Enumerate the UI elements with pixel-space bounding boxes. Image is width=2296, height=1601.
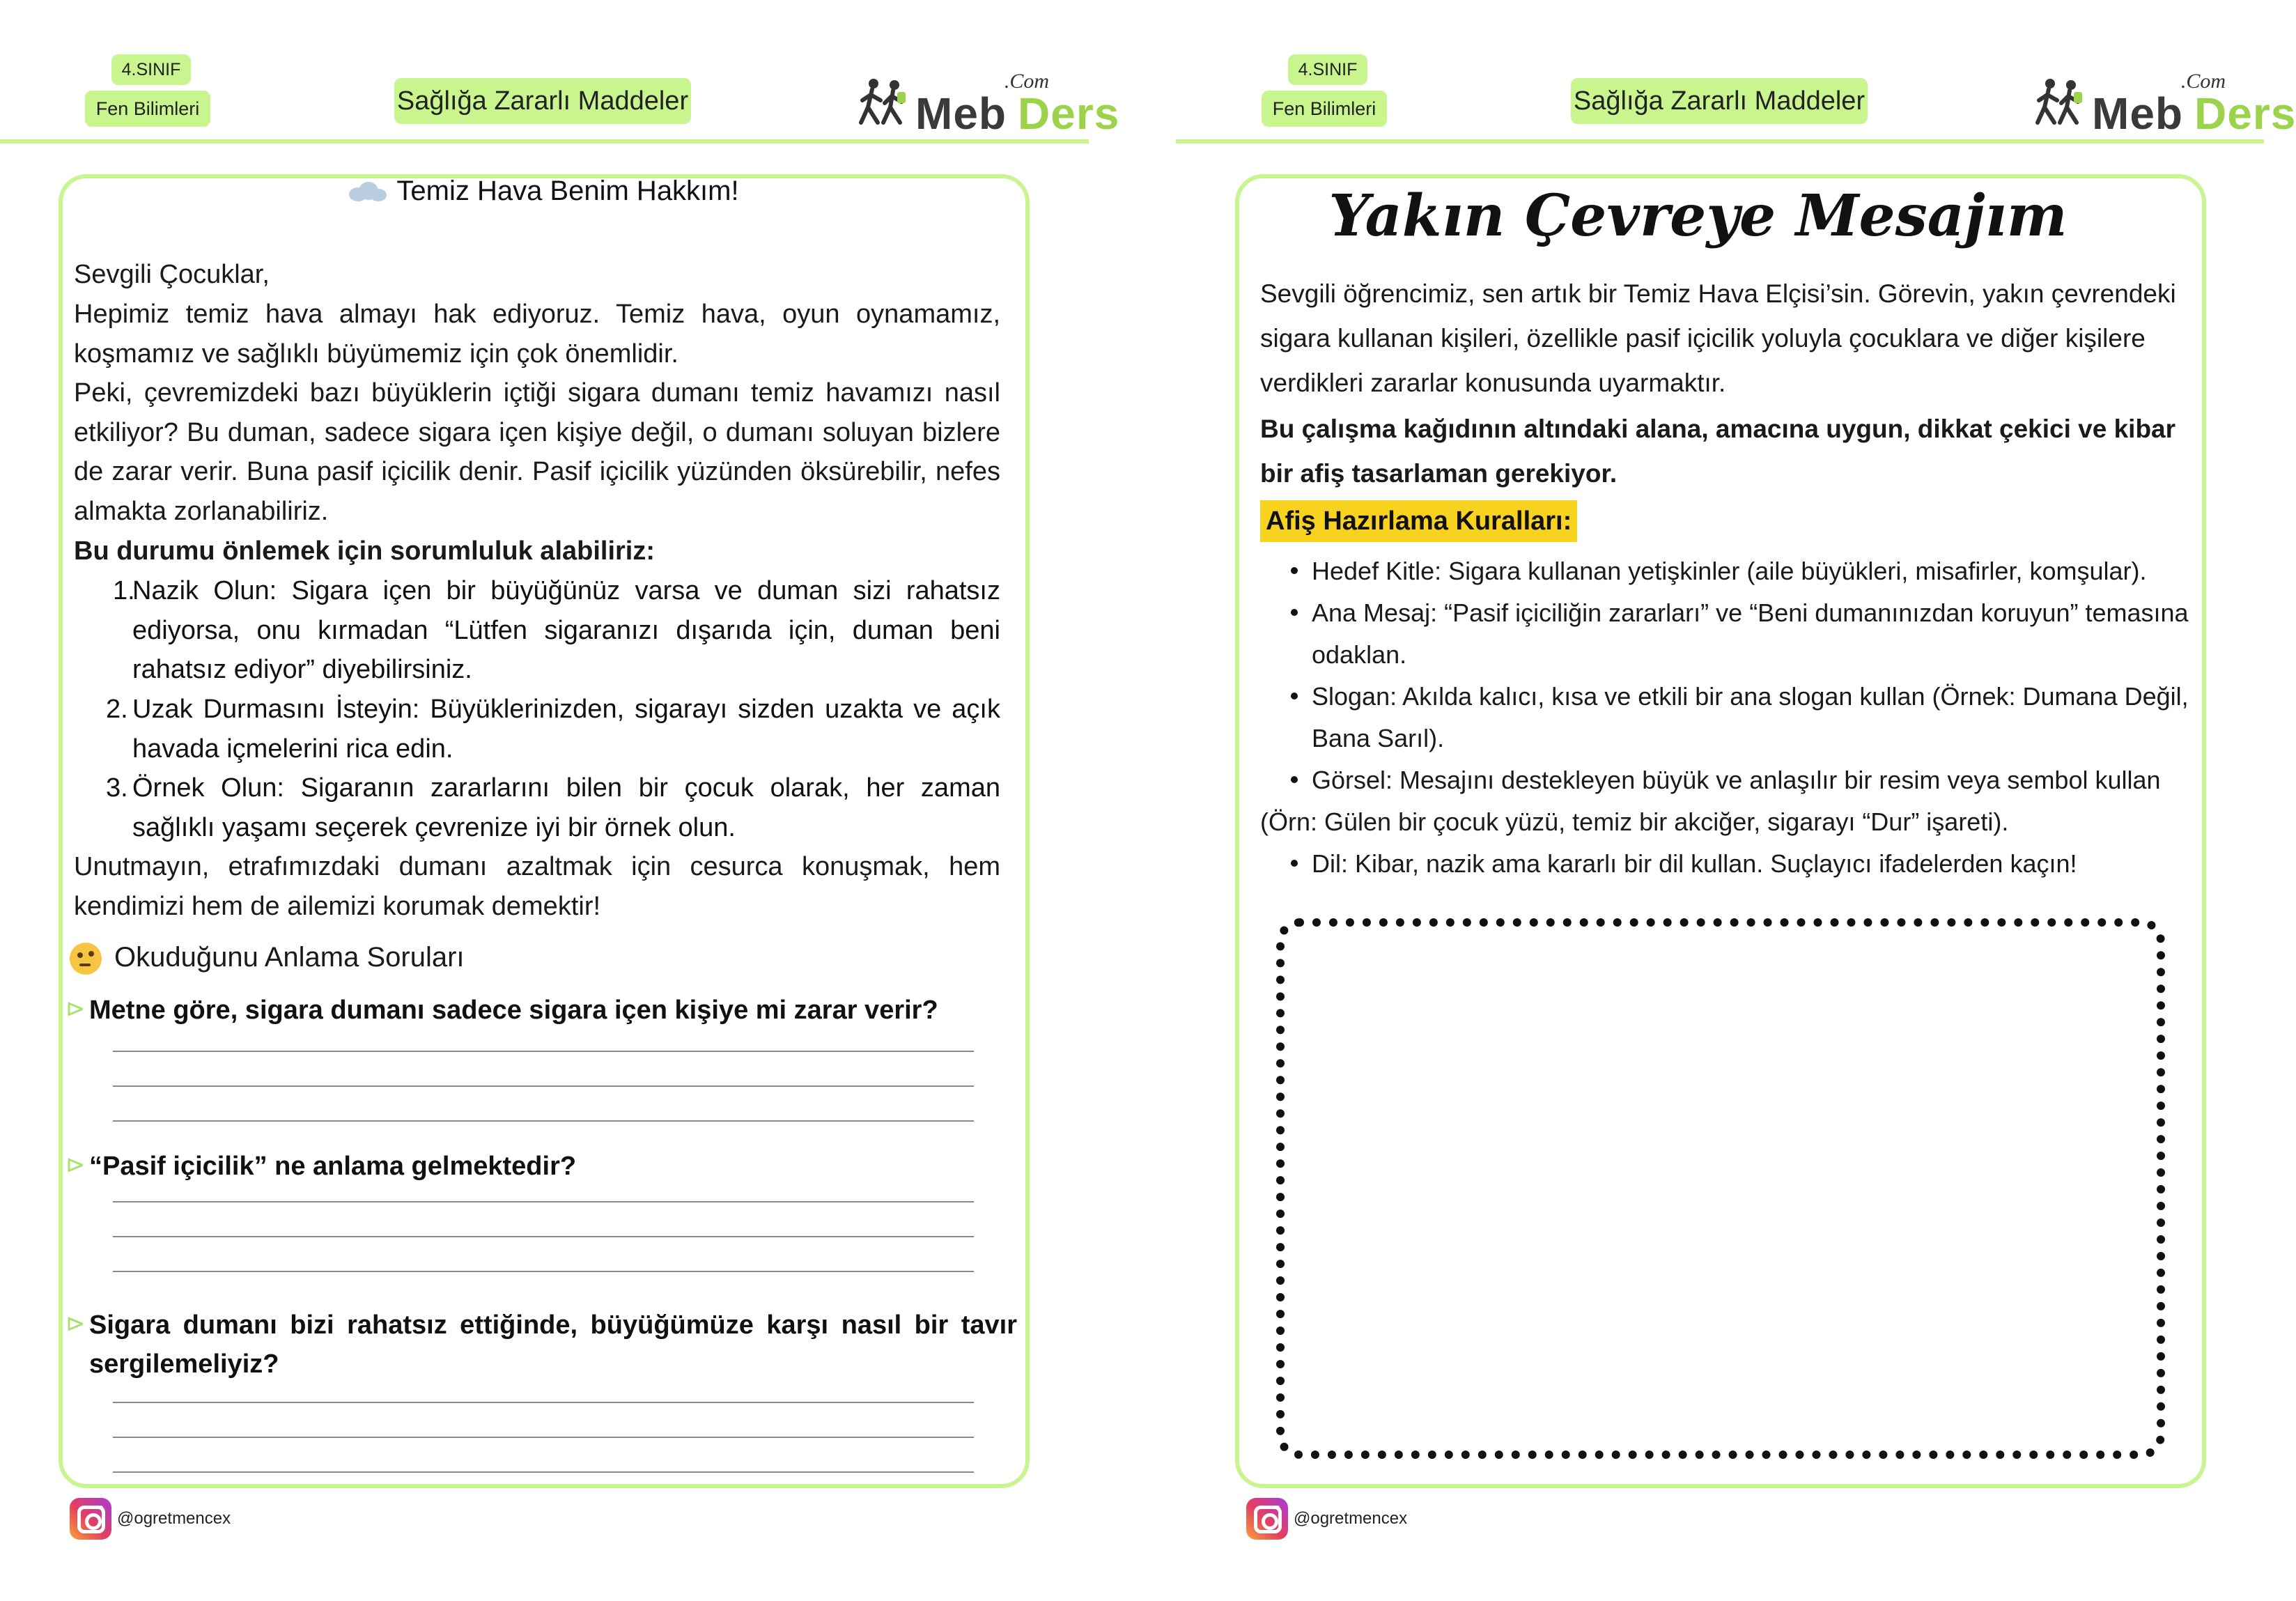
instagram-handle: @ogretmencex [117,1509,231,1528]
topic-badge: Sağlığa Zararlı Maddeler [1571,78,1868,124]
responsibility-heading: Bu durumu önlemek için sorumluluk alabiliriz: [74,536,656,566]
answer-line[interactable] [113,1271,974,1272]
question-1-arrow-icon: ⊳ [65,996,86,1022]
rule-main-message: Ana Mesaj: “Pasif içiciliğin zararları” ve “Beni dumanınızdan koruyun” temasına odaklan. [1312,598,2189,669]
poster-drawing-area[interactable] [1276,918,2165,1459]
grade-badge: 4.SINIF [1288,54,1367,85]
question-3-arrow-icon: ⊳ [65,1310,86,1337]
question-1: Metne göre, sigara dumanı sadece sigara içen kişiye mi zarar verir? [89,996,938,1025]
intro-paragraph: Sevgili öğrencimiz, sen artık bir Temiz Hava Elçisi’sin. Görevin, yakın çevrendeki sigara kullanan kişileri, özellikle pasif içicilik yoluyla çocuklara ve diğer kişilere verdikleri zararlar konusunda uyarmaktır. [1260,279,2176,397]
activity-title: Yakın Çevreye Mesajım [1328,183,2068,249]
rule-slogan: Slogan: Akılda kalıcı, kısa ve etkili bir ana slogan kullan (Örnek: Dumana Değil, Bana Sarıl). [1312,682,2189,752]
thinking-face-icon [70,943,102,975]
instagram-icon [1246,1498,1288,1540]
rule-language: Dil: Kibar, nazik ama kararlı bir dil kullan. Suçlayıcı ifadelerden kaçın! [1312,849,2077,878]
closing-paragraph: Unutmayın, etrafımızdaki dumanı azaltmak için cesurca konuşmak, hem kendimizi hem de ailemizi korumak demektir! [74,852,1000,921]
logo-ders: Ders [2194,88,2296,139]
answer-line[interactable] [113,1402,974,1403]
question-2: “Pasif içicilik” ne anlama gelmektedir? [89,1152,577,1181]
list-item-1: Nazik Olun: Sigara içen bir büyüğünüz varsa ve duman sizi rahatsız ediyorsa, onu kırmadan “Lütfen sigaranızı dışarıda için, duman beni rahatsız ediyor” diyebilirsiniz. [132,576,1000,685]
subject-badge: Fen Bilimleri [85,91,210,127]
answer-line[interactable] [113,1085,974,1087]
topic-badge: Sağlığa Zararlı Maddeler [394,78,691,124]
answer-line[interactable] [113,1120,974,1122]
answer-line[interactable] [113,1471,974,1473]
bullet-dot [1291,776,1298,783]
reading-title [0,176,1088,207]
logo-com: .Com [2180,70,2226,93]
grade-badge: 4.SINIF [111,54,191,85]
list-item-2: Uzak Durmasını İsteyin: Büyüklerinizden, sigarayı sizden uzakta ve açık havada içmelerini rica edin. [132,695,1000,764]
list-number-2: 2. [106,695,128,724]
answer-line[interactable] [113,1201,974,1202]
bullet-dot [1291,693,1298,699]
list-number-1: 1. [113,576,135,605]
left-page [0,0,1132,1601]
mebders-logo [2035,67,2296,139]
hikers-icon [858,77,914,132]
bullet-dot [1291,567,1298,574]
logo-com: .Com [1004,70,1049,93]
instagram-icon [70,1498,111,1540]
answer-line[interactable] [113,1051,974,1052]
paragraph-1: Hepimiz temiz hava almayı hak ediyoruz. Temiz hava, oyun oynamamız, koşmamız ve sağlıklı büyümemiz için çok önemlidir. [74,300,1000,369]
rules-heading: Afiş Hazırlama Kuralları: [1260,500,1577,542]
bullet-dot [1291,609,1298,616]
hikers-icon [2035,77,2091,132]
instruction-paragraph: Bu çalışma kağıdının altındaki alana, amacına uygun, dikkat çekici ve kibar bir afiş tasarlaman gerekiyor. [1260,415,2176,488]
list-number-3: 3. [106,773,128,803]
question-2-arrow-icon: ⊳ [65,1152,86,1178]
logo-meb: Meb [2092,88,2183,139]
list-item-3: Örnek Olun: Sigaranın zararlarını bilen bir çocuk olarak, her zaman sağlıklı yaşamı seçerek çevrenize iyi bir örnek olun. [132,773,1000,842]
header-rule [0,139,1089,144]
answer-line[interactable] [113,1437,974,1438]
questions-heading-text: Okuduğunu Anlama Soruları [114,942,465,973]
instagram-handle: @ogretmencex [1294,1509,1408,1528]
logo-ders: Ders [1018,88,1120,139]
rule-visual: Görsel: Mesajını destekleyen büyük ve anlaşılır bir resim veya sembol kullan [1312,766,2161,794]
wind-cloud-icon [349,182,388,203]
rule-visual-example: (Örn: Gülen bir çocuk yüzü, temiz bir akciğer, sigarayı “Dur” işareti). [1260,807,2009,836]
subject-badge: Fen Bilimleri [1262,91,1387,127]
rule-target-audience: Hedef Kitle: Sigara kullanan yetişkinler (aile büyükleri, misafirler, komşular). [1312,557,2147,585]
bullet-dot [1291,860,1298,867]
header-rule [1176,139,2264,144]
mebders-logo [858,67,1120,139]
questions-heading [70,938,996,977]
reading-title-text: Temiz Hava Benim Hakkım! [396,176,739,206]
logo-meb: Meb [915,88,1007,139]
greeting: Sevgili Çocuklar, [74,260,270,289]
question-3: Sigara dumanı bizi rahatsız ettiğinde, büyüğümüze karşı nasıl bir tavır sergilemeliyiz? [89,1310,1017,1379]
paragraph-2: Peki, çevremizdeki bazı büyüklerin içtiği sigara dumanı temiz havamızı nasıl etkiliyor? Bu duman, sadece sigara içen kişiye değil, o dumanı soluyan bizlere de zarar verir. Buna pasif içicilik denir. Pasif içicilik yüzünden öksürebilir, nefes almakta zorlanabiliriz. [74,378,1000,526]
answer-line[interactable] [113,1236,974,1237]
